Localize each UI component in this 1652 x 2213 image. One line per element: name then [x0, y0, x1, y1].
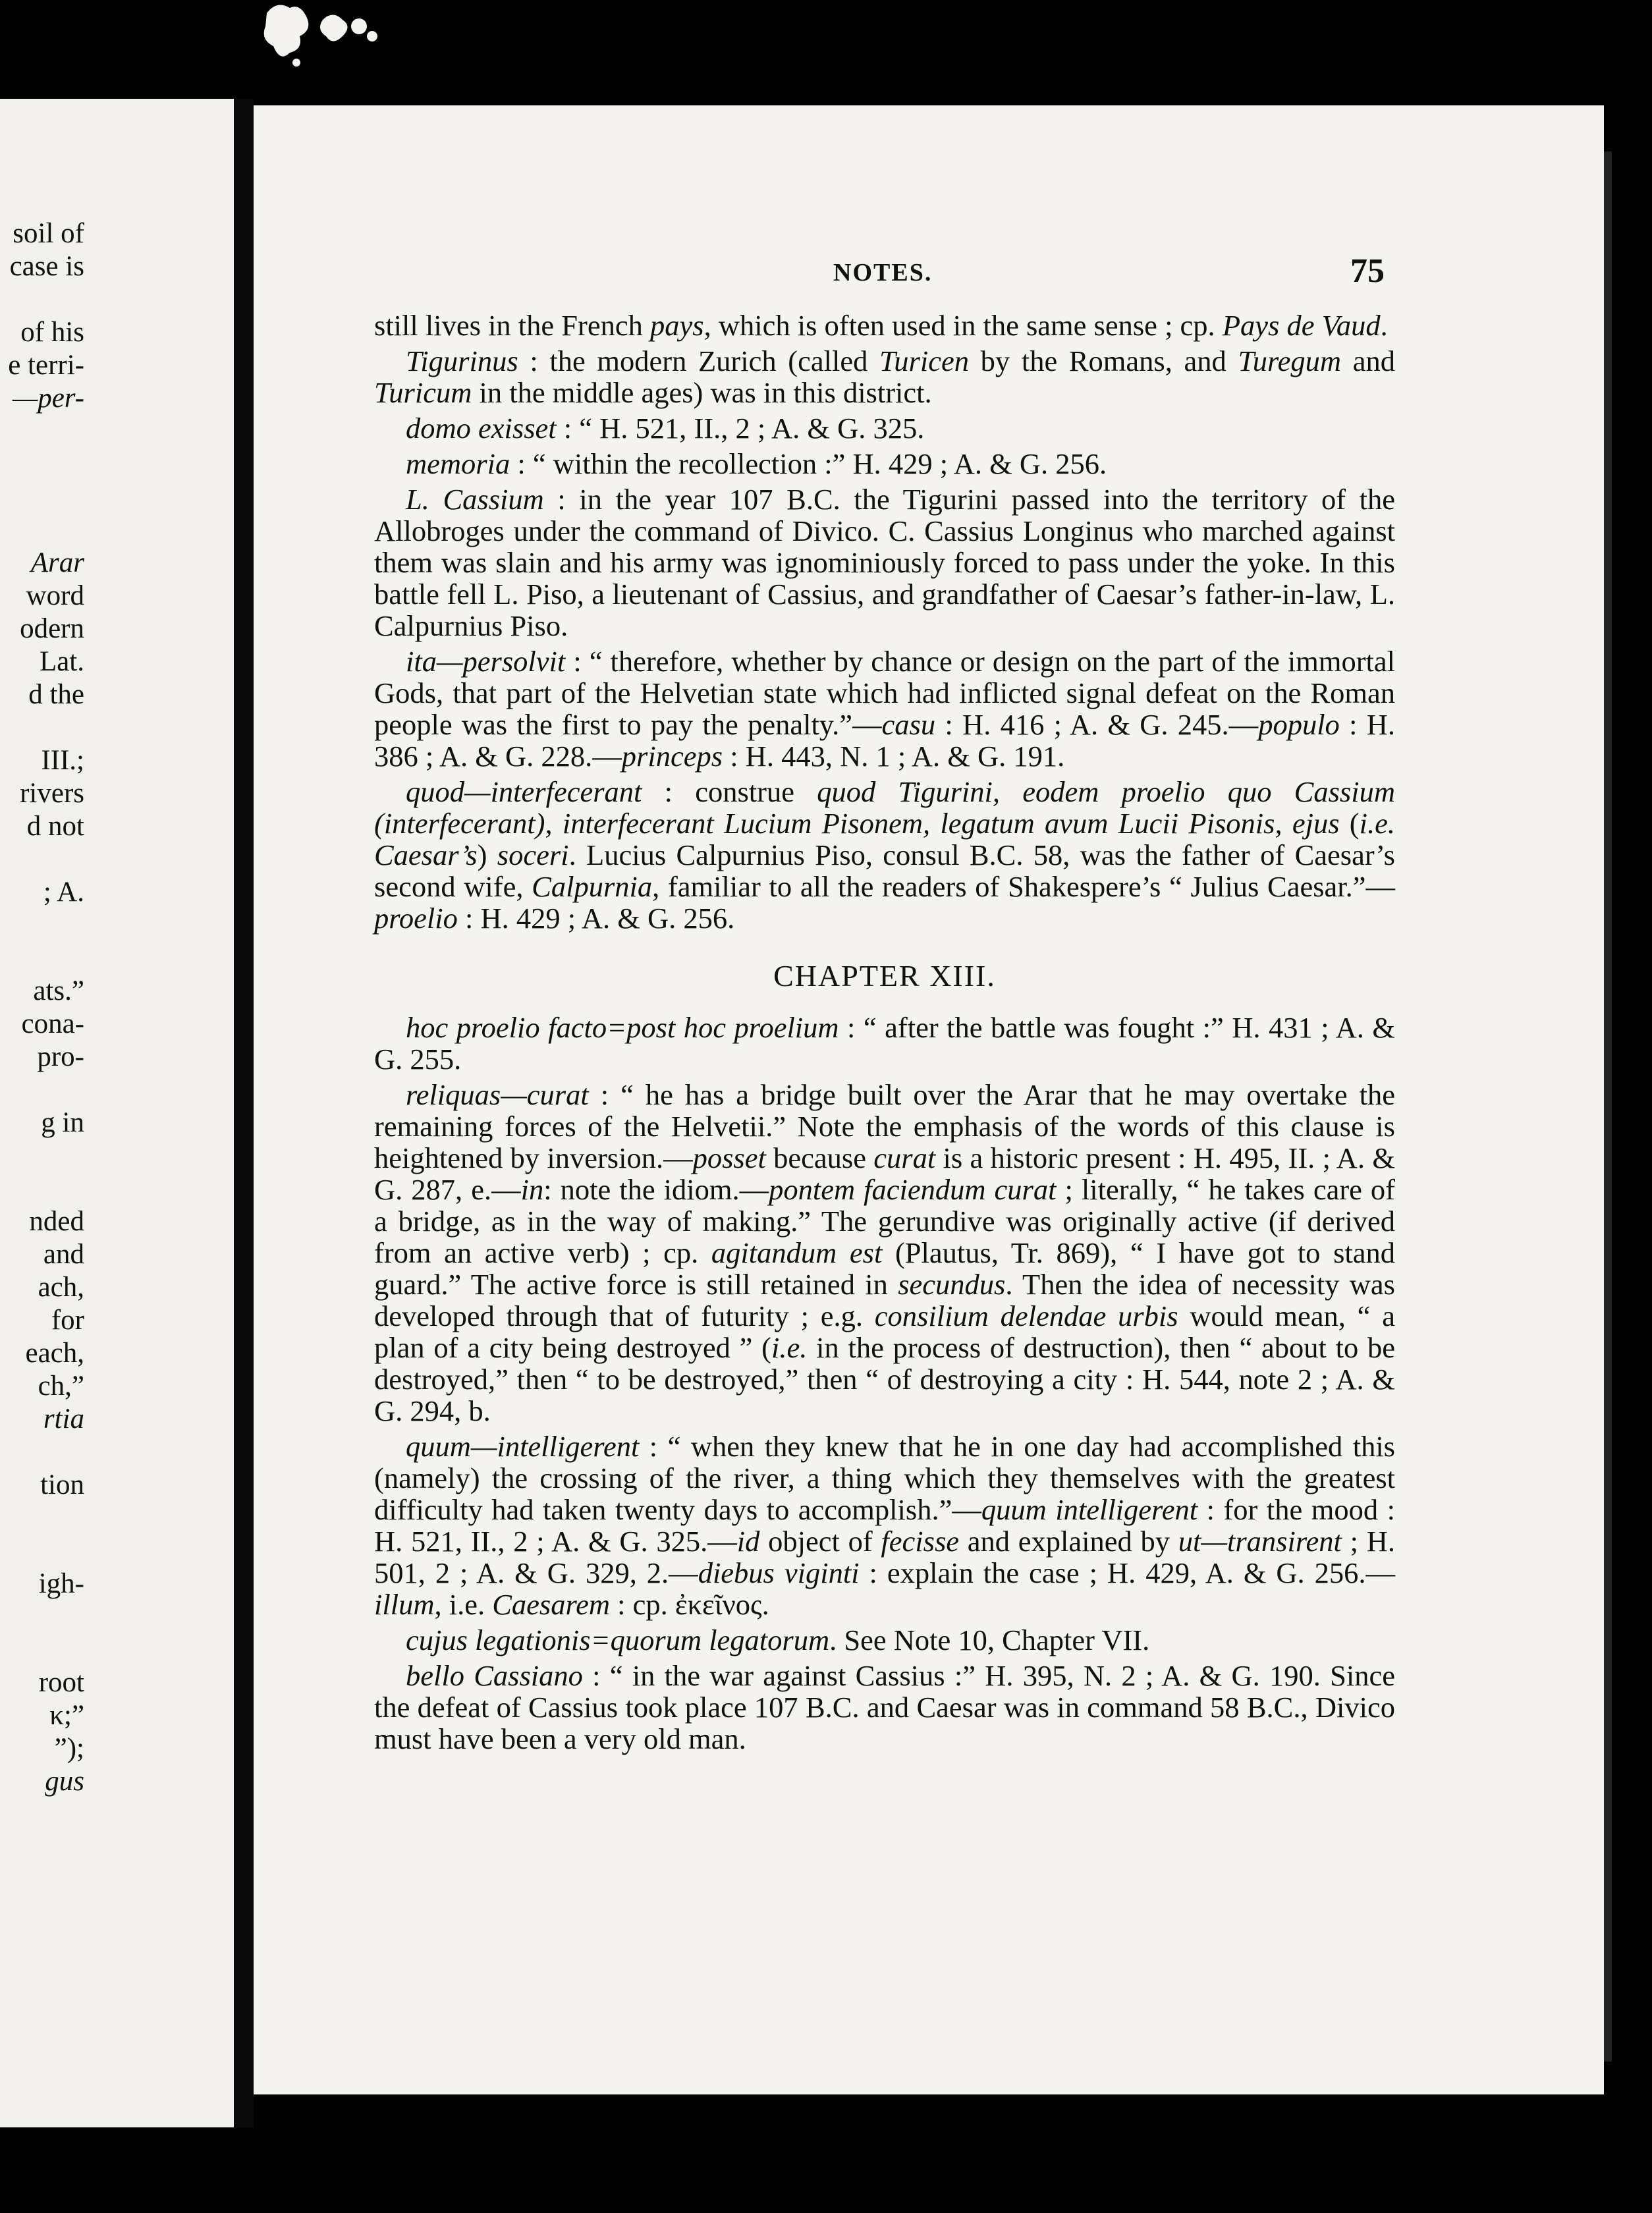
facing-page-line: ats.”	[33, 975, 84, 1006]
note-paragraph	[374, 776, 1395, 934]
note-italic-run: i.e.	[771, 1331, 808, 1364]
note-italic-run: Caesarem	[492, 1588, 611, 1621]
facing-page-line: κ;”	[49, 1700, 84, 1731]
facing-page-line: soil of	[13, 218, 84, 249]
facing-page-line: root	[38, 1667, 84, 1698]
note-text-run: because	[765, 1141, 874, 1174]
note-text-run: : for the mood : H. 521, II., 2 ; A. & G. 325.—	[374, 1493, 1396, 1558]
note-italic-run: secundus	[898, 1268, 1006, 1301]
facing-page-line: d not	[26, 811, 84, 842]
page-edge-shadow	[1604, 151, 1612, 2062]
note-italic-run: memoria	[406, 447, 510, 480]
note-italic-run: quum—intelligerent	[406, 1430, 640, 1463]
facing-page-line: tion	[40, 1469, 84, 1500]
facing-page-line: rtia	[43, 1404, 84, 1434]
note-italic-run: pays	[650, 309, 704, 342]
note-italic-run: posset	[692, 1141, 766, 1174]
note-italic-run: domo exisset	[406, 412, 557, 445]
note-italic-run: agitandum est	[711, 1236, 883, 1269]
note-paragraph	[374, 1012, 1395, 1075]
note-italic-run: bello Cassiano	[406, 1659, 583, 1692]
ink-speck	[260, 0, 392, 72]
note-text-run: .	[1380, 309, 1388, 342]
note-text-run: in the process of destruction), then “ about to be destroyed,” then “ to be destroyed,” then “ of destroying a city : H. 544, note 2 ; A. & G. 294, b.	[374, 1331, 1395, 1427]
note-text-run: . Then the idea of necessity was developed through that of futurity ; e.g.	[374, 1268, 1395, 1332]
note-text-run: : explain the case ; H. 429, A. & G. 256.—	[859, 1556, 1396, 1589]
note-text-run: : H. 429 ; A. & G. 256.	[457, 902, 735, 935]
note-text-run: and explained by	[959, 1525, 1178, 1558]
note-italic-run: consilium delendae urbis	[874, 1299, 1178, 1332]
note-text-run: : construe	[642, 775, 817, 808]
notes-before-chapter	[374, 310, 1395, 934]
note-italic-run: proelio	[374, 902, 458, 935]
note-italic-run: pontem faciendum curat	[769, 1173, 1057, 1206]
note-italic-run: hoc proelio facto=post hoc proelium	[406, 1011, 839, 1044]
chapter-heading: CHAPTER XIII.	[773, 959, 996, 993]
note-text-run: : cp. ἐκεῖνος.	[610, 1588, 769, 1621]
facing-page-line: ; A.	[43, 877, 84, 908]
note-paragraph	[374, 310, 1395, 341]
facing-page-line: each,	[25, 1338, 84, 1369]
note-text-run: by the Romans, and	[969, 344, 1238, 377]
note-paragraph	[374, 645, 1395, 772]
note-italic-run: diebus viginti	[698, 1556, 860, 1589]
note-text-run: in the middle ages) was in this district.	[472, 376, 932, 409]
note-italic-run: quum intelligerent	[981, 1493, 1198, 1526]
note-italic-run: in	[520, 1173, 544, 1206]
note-text-run: ; H. 501, 2 ; A. & G. 329, 2.—	[374, 1525, 1395, 1589]
note-text-run: (	[1339, 807, 1360, 840]
book-page	[254, 105, 1604, 2094]
note-text-run: : “ H. 521, II., 2 ; A. & G. 325.	[556, 412, 925, 445]
note-text-run: , familiar to all the readers of Shakespere’s “ Julius Caesar.”—	[652, 870, 1396, 903]
note-italic-run: fecisse	[881, 1525, 960, 1558]
facing-page-line: word	[26, 580, 84, 611]
note-text-run: . Lucius Calpurnius Piso, consul B.C. 58, was the father of Caesar’s second wife,	[374, 838, 1395, 903]
facing-page-line: pro-	[37, 1041, 84, 1072]
note-text-run: : H. 416 ; A. & G. 245.—	[935, 708, 1259, 741]
note-text-run: : H. 386 ; A. & G. 228.—	[374, 708, 1396, 773]
note-italic-run: id	[736, 1525, 760, 1558]
notes-after-chapter	[374, 1012, 1395, 1755]
facing-page-line: Arar	[30, 547, 84, 578]
note-italic-run: cujus legationis=quorum legatorum	[406, 1624, 830, 1656]
note-italic-run: quod Tigurini, eodem proelio quo Cassium (interfecerant), interfecerant Lucium Pisonem, legatum avum Lucii Pisonis, ejus	[374, 775, 1395, 840]
note-italic-run: Pays de Vaud	[1222, 309, 1381, 342]
running-head: NOTES.	[833, 259, 933, 287]
note-italic-run: i.e. Caesar’s	[374, 807, 1395, 871]
facing-page-fragment	[0, 99, 234, 2127]
note-text-run: : “ after the battle was fought :” H. 431 ; A. & G. 255.	[374, 1011, 1395, 1076]
facing-page-line: ch,”	[38, 1371, 84, 1402]
note-italic-run: illum	[374, 1588, 435, 1621]
note-italic-run: Calpurnia	[532, 870, 653, 903]
note-text-run: : note the idiom.—	[543, 1173, 769, 1206]
note-paragraph	[374, 448, 1395, 479]
note-text-run: is a historic present : H. 495, II. ; A. & G. 287, e.—	[374, 1141, 1395, 1206]
notes-text	[374, 310, 1395, 1759]
note-italic-run: Turicen	[879, 344, 969, 377]
facing-page-line: nded	[29, 1206, 84, 1237]
note-paragraph	[374, 1660, 1395, 1755]
note-text-run: : “ when they knew that he in one day had accomplished this (namely) the crossing of the river, a thing which they themselves with the greatest difficulty had taken twenty days to accomplish.”—	[374, 1430, 1395, 1526]
note-text-run: would mean, “ a plan of a city being destroyed ” (	[374, 1299, 1395, 1364]
facing-page-line: III.;	[41, 745, 84, 776]
facing-page-line: rivers	[20, 778, 84, 809]
note-text-run: , i.e.	[434, 1588, 493, 1621]
facing-page-line: ”);	[54, 1733, 84, 1764]
note-text-run: : H. 443, N. 1 ; A. & G. 191.	[723, 740, 1065, 773]
note-italic-run: curat	[873, 1141, 936, 1174]
note-italic-run: Tigurinus	[406, 344, 518, 377]
facing-page-line: d the	[28, 679, 84, 710]
note-text-run: . See Note 10, Chapter VII.	[829, 1624, 1150, 1656]
note-italic-run: reliquas—curat	[406, 1078, 589, 1111]
facing-page-line: e terri-	[8, 350, 84, 381]
note-paragraph	[374, 412, 1395, 444]
facing-page-line: case is	[9, 251, 84, 282]
page-number: 75	[1350, 252, 1385, 290]
note-text-run: : in the year 107 B.C. the Tigurini passed into the territory of the Allobroges under the command of Divico. C. Cassius Longinus who marched against them was slain and his army was ignominiously forced to pass under the yoke. In this battle fell L. Piso, a lieutenant of Cassius, and grandfather of Caesar’s father-in-law, L. Calpurnius Piso.	[374, 483, 1395, 642]
page-header	[254, 252, 1604, 304]
note-paragraph	[374, 1624, 1395, 1656]
facing-page-line: odern	[20, 613, 84, 644]
note-text-run: object of	[759, 1525, 881, 1558]
note-paragraph	[374, 1431, 1395, 1620]
note-italic-run: soceri	[497, 838, 569, 871]
facing-page-line: Lat.	[39, 646, 84, 677]
note-text-run: )	[477, 838, 497, 871]
facing-page-line: gus	[45, 1766, 84, 1797]
facing-page-line: g in	[41, 1107, 84, 1138]
facing-page-line: ach,	[38, 1272, 84, 1303]
note-text-run: : “ he has a bridge built over the Arar that he may overtake the remaining forces of the Helvetii.” Note the emphasis of the words of this clause is heightened by inversion.—	[374, 1078, 1395, 1174]
note-paragraph	[374, 1079, 1395, 1427]
facing-page-line: cona-	[21, 1008, 84, 1039]
note-italic-run: Turegum	[1238, 344, 1342, 377]
note-paragraph	[374, 345, 1395, 408]
note-text-run: : “ within the recollection :” H. 429 ; A. & G. 256.	[510, 447, 1107, 480]
note-italic-run: Turicum	[374, 376, 472, 409]
note-text-run: : “ therefore, whether by chance or design on the part of the immortal Gods, that part of the Helvetian state which had inflicted signal defeat on the Roman people was the first to pay the penalty.”—	[374, 645, 1395, 741]
note-text-run: , which is often used in the same sense ; cp.	[703, 309, 1223, 342]
facing-page-line: of his	[20, 317, 84, 348]
note-italic-run: quod—interfecerant	[406, 775, 642, 808]
note-italic-run: ita—persolvit	[406, 645, 566, 678]
note-text-run: ; literally, “ he takes care of a bridge, as in the way of making.” The gerundive was originally active (if derived from an active verb) ; cp.	[374, 1173, 1395, 1269]
facing-page-line: —per-	[12, 383, 84, 414]
note-text-run: and	[1341, 344, 1396, 377]
facing-page-line: for	[51, 1305, 84, 1336]
facing-page-line: and	[43, 1239, 84, 1270]
note-paragraph	[374, 483, 1395, 642]
note-text-run: : “ in the war against Cassius :” H. 395, N. 2 ; A. & G. 190. Since the defeat of Cassius took place 107 B.C. and Caesar was in command 58 B.C., Divico must have been a very old man.	[374, 1659, 1395, 1755]
note-italic-run: L. Cassium	[406, 483, 544, 516]
book-spine	[234, 99, 254, 2127]
note-text-run: : the modern Zurich (called	[518, 344, 880, 377]
note-italic-run: casu	[881, 708, 936, 741]
note-text-run: still lives in the French	[374, 309, 650, 342]
facing-page-line: igh-	[38, 1568, 84, 1599]
note-italic-run: princeps	[621, 740, 723, 773]
note-text-run: (Plautus, Tr. 869), “ I have got to stand guard.” The active force is still retained in	[374, 1236, 1395, 1301]
note-italic-run: populo	[1258, 708, 1340, 741]
note-italic-run: ut—transirent	[1178, 1525, 1342, 1558]
